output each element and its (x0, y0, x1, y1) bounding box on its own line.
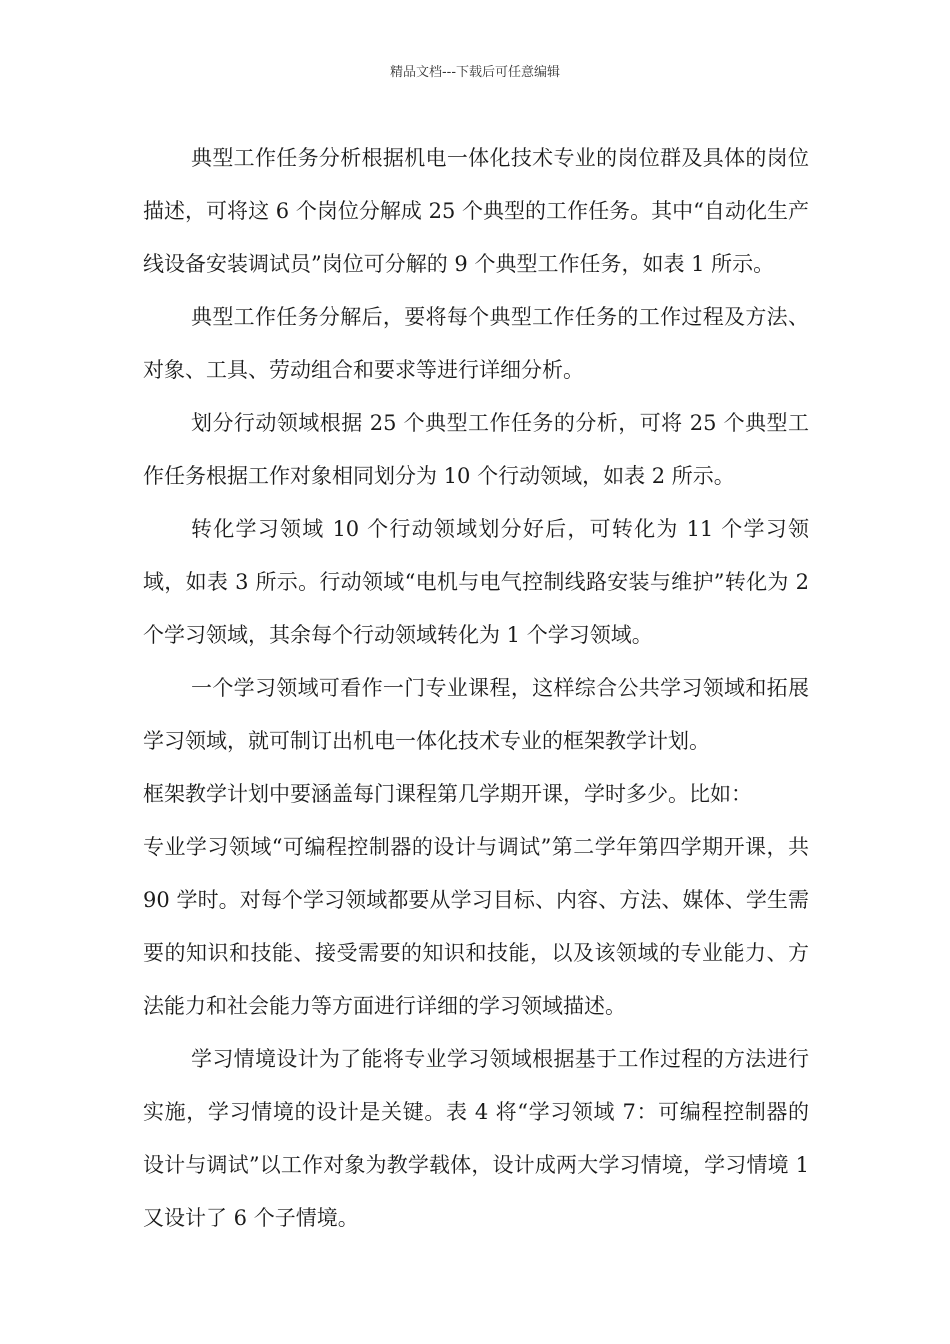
paragraph-action-fields: 划分行动领域根据 25 个典型工作任务的分析，可将 25 个典型工作任务根据工作对象相同划分为 10 个行动领域，如表 2 所示。 (143, 411, 809, 488)
body-text (143, 132, 809, 1245)
paragraph-framework-plan: 一个学习领域可看作一门专业课程，这样综合公共学习领域和拓展学习领域，就可制订出机电一体化技术专业的框架教学计划。 (143, 676, 809, 753)
paragraph-learning-fields: 转化学习领域 10 个行动领域划分好后，可转化为 11 个学习领域，如表 3 所示。行动领域“电机与电气控制线路安装与维护”转化为 2 个学习领域，其余每个行动领域转化为 1 个学习领域。 (143, 517, 809, 647)
paragraph-learning-situation: 学习情境设计为了能将专业学习领域根据基于工作过程的方法进行实施，学习情境的设计是关键。表 4 将“学习领域 7：可编程控制器的设计与调试”以工作对象为教学载体，设计成两大学习情境，学习情境 1 又设计了 6 个子情境。 (143, 1047, 809, 1230)
paragraph-plc-course: 专业学习领域“可编程控制器的设计与调试”第二学年第四学期开课，共 90 学时。对每个学习领域都要从学习目标、内容、方法、媒体、学生需要的知识和技能、接受需要的知识和技能，以及该领域的专业能力、方法能力和社会能力等方面进行详细的学习领域描述。 (143, 835, 809, 1018)
page-header: 精品文档---下载后可任意编辑 (389, 65, 561, 80)
paragraph-typical-task-analysis: 典型工作任务分析根据机电一体化技术专业的岗位群及具体的岗位描述，可将这 6 个岗位分解成 25 个典型的工作任务。其中“自动化生产线设备安装调试员”岗位可分解的 9 个典型工作任务，如表 1 所示。 (143, 146, 809, 276)
paragraph-task-decomposition: 典型工作任务分解后，要将每个典型工作任务的工作过程及方法、对象、工具、劳动组合和要求等进行详细分析。 (143, 305, 809, 382)
paragraph-plan-content: 框架教学计划中要涵盖每门课程第几学期开课，学时多少。比如： (143, 782, 752, 806)
